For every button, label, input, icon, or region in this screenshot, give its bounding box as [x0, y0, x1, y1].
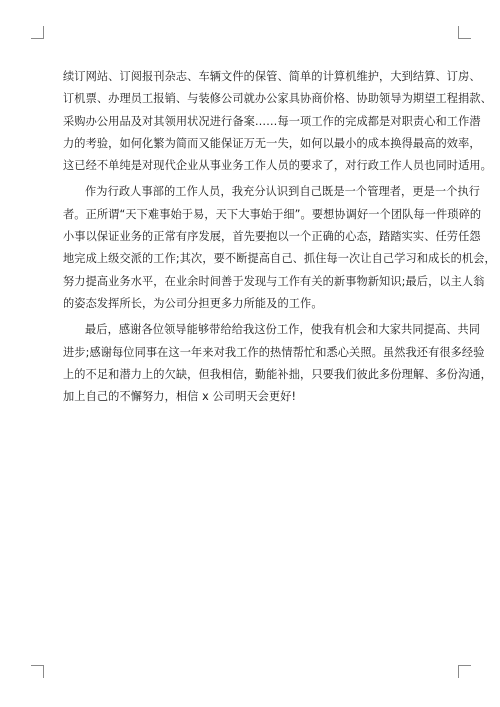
paragraph-line: 进步;感谢每位同事在这一年来对我工作的热情帮忙和悉心关照。虽然我还有很多经验 [63, 345, 485, 359]
paragraph-1 [63, 66, 492, 177]
crop-mark-bottom-left [31, 665, 44, 678]
paragraph-line: 作为行政人事部的工作人员，我充分认识到自己既是一个管理者，更是一个执行 [85, 185, 481, 199]
document-body [63, 66, 496, 412]
crop-mark-bottom-right [458, 665, 471, 678]
crop-mark-top-right [458, 26, 471, 39]
paragraph-line: 小事以保证业务的正常有序发展，首先要抱以一个正确的心态，踏踏实实、任劳任怨 [63, 230, 481, 244]
paragraph-line: 者。正所谓“天下难事始于易，天下大事始于细”。要想协调好一个团队每一件琐碎的 [63, 207, 482, 221]
paragraph-line: 这已经不单纯是对现代企业从事业务工作人员的要求了，对行政工作人员也同时适用。 [63, 159, 492, 173]
paragraph-line: 加上自己的不懈努力，相信 x 公司明天会更好! [63, 390, 297, 404]
paragraph-line: 采购办公用品及对其领用状况进行备案……每一项工作的完成都是对职责心和工作潜 [63, 114, 481, 128]
paragraph-line: 地完成上级交派的工作;其次，要不断提高自己、抓住每一次让自己学习和成长的机会， [63, 252, 496, 266]
paragraph-line: 的姿态发挥所长，为公司分担更多力所能及的工作。 [63, 296, 323, 310]
paragraph-line: 订机票、办理员工报销、与装修公司就办公家具协商价格、协助领导为期望工程捐款、 [63, 92, 492, 106]
paragraph-3 [63, 319, 492, 408]
paragraph-line: 努力提高业务水平，在业余时间善于发现与工作有关的新事物新知识;最后，以主人翁 [63, 274, 485, 288]
paragraph-line: 上的不足和潜力上的欠缺，但我相信，勤能补拙，只要我们彼此多份理解、多份沟通， [63, 367, 492, 381]
crop-mark-top-left [31, 26, 44, 39]
paragraph-line: 最后，感谢各位领导能够带给给我这份工作，使我有机会和大家共同提高、共同 [85, 323, 481, 337]
paragraph-line: 力的考验，如何化繁为简而又能保证万无一失，如何以最小的成本换得最高的效率， [63, 136, 481, 150]
paragraph-line: 续订网站、订阅报刊杂志、车辆文件的保管、简单的计算机维护，大到结算、订房、 [63, 70, 481, 83]
paragraph-2 [63, 181, 496, 315]
